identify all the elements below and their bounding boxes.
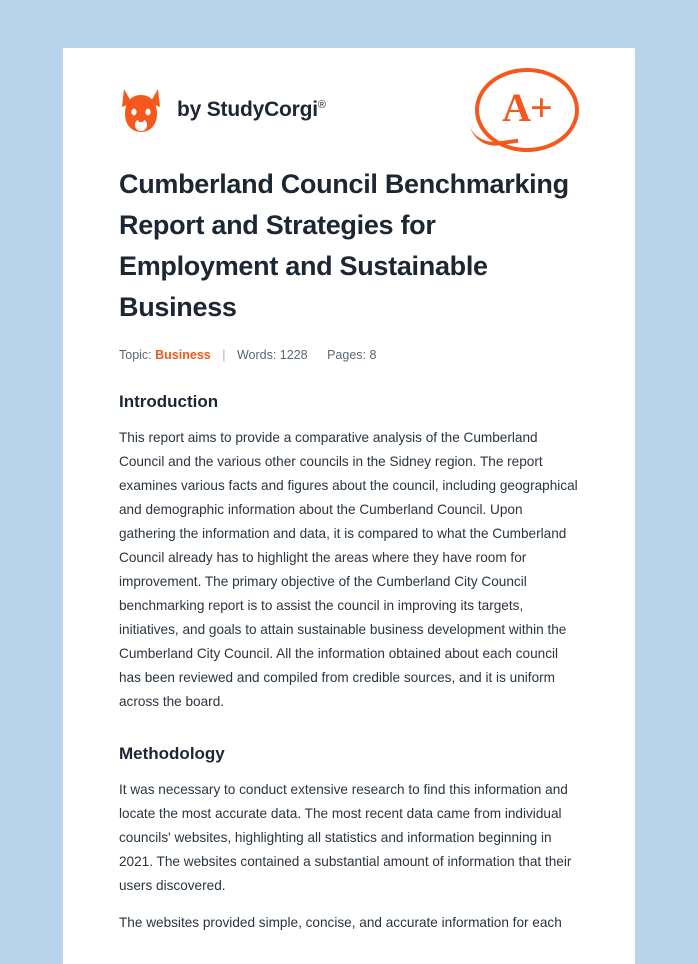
corgi-logo-icon	[119, 85, 163, 135]
topic-link[interactable]: Business	[155, 348, 211, 362]
section-heading-methodology: Methodology	[119, 744, 225, 763]
brand-name	[177, 98, 326, 122]
grade-badge-icon	[475, 68, 579, 152]
section-paragraph: It was necessary to conduct extensive research to find this information and locate the most accurate data. The most recent data came from individual councils' websites, highlighting all statistics and information beginning in 2021. The websites contained a substantial amount of information that their users discovered.	[119, 782, 572, 893]
document-meta	[119, 348, 579, 362]
word-count: Words: 1228	[236, 348, 308, 362]
brand-prefix: by	[177, 97, 207, 121]
topic-label: Topic:	[119, 348, 152, 362]
registered-mark: ®	[317, 98, 326, 111]
page-title: Cumberland Council Benchmarking Report and Strategies for Employment and Sustainable Business	[119, 169, 569, 322]
brand-logo[interactable]	[119, 85, 326, 135]
section-paragraph: The websites provided simple, concise, and accurate information for each	[119, 915, 562, 930]
section-heading-introduction: Introduction	[119, 392, 219, 411]
document-page	[63, 48, 635, 964]
grade-badge-label: A+	[502, 85, 552, 130]
page-header	[119, 48, 579, 148]
section-paragraph: This report aims to provide a comparative analysis of the Cumberland Council and the various other councils in the Sidney region. The report examines various facts and figures about the council, including geographical and demographic information about the Cumberland Council. Upon gathering the information and data, it is compared to what the Cumberland Council already has to highlight the areas where they have room for improvement. The primary objective of the Cumberland City Council benchmarking report is to assist the council in improving its targets, initiatives, and goals to attain sustainable business development within the Cumberland City Council. All the information obtained about each council has been reviewed and compiled from credible sources, and it is uniform across the board.	[119, 430, 578, 709]
meta-separator: |	[222, 348, 226, 362]
brand-title: StudyCorgi	[206, 97, 318, 121]
page-count: Pages: 8	[327, 348, 377, 362]
